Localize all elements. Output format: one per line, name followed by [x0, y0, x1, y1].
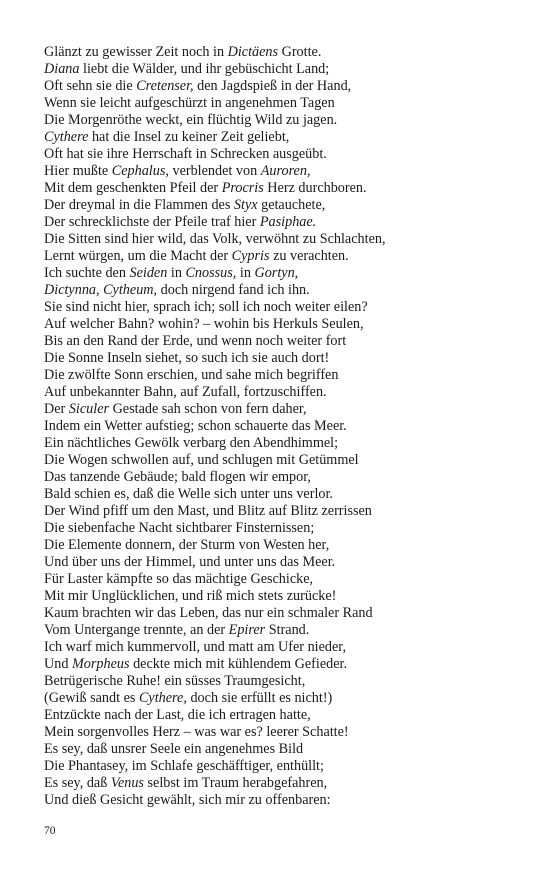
line-text: in [236, 265, 255, 281]
poem-line [44, 656, 524, 673]
poem-line [44, 775, 524, 792]
poem-line [44, 180, 524, 197]
line-text: doch nirgend fand ich ihn. [157, 282, 310, 298]
poem-line [44, 486, 524, 503]
poem-line [44, 333, 524, 350]
poem-line [44, 112, 524, 129]
line-text: Die zwölfte Sonn erschien, und sahe mich begriffen [44, 367, 339, 383]
line-text: Glänzt zu gewisser Zeit noch in [44, 44, 228, 60]
poem-line [44, 639, 524, 656]
line-text: (Gewiß sandt es [44, 690, 139, 706]
poem-line [44, 435, 524, 452]
italic-name: Gortyn, [254, 265, 299, 281]
poem-line [44, 554, 524, 571]
line-text: selbst im Traum herabgefahren, [143, 775, 328, 791]
poem-line [44, 673, 524, 690]
line-text: liebt die Wälder, und ihr gebüschicht Land; [79, 61, 330, 77]
line-text: hat die Insel zu keiner Zeit geliebt, [88, 129, 290, 145]
poem-line [44, 44, 524, 61]
italic-name: Styx [233, 197, 258, 213]
poem-line [44, 197, 524, 214]
line-text: Die Sitten sind hier wild, das Volk, verwöhnt zu Schlachten, [44, 231, 386, 247]
poem-line [44, 61, 524, 78]
italic-name: Cypris [231, 248, 270, 264]
line-text: Bald schien es, daß die Welle sich unter uns verlor. [44, 486, 333, 502]
italic-name: Epirer [228, 622, 266, 638]
poem-line [44, 758, 524, 775]
italic-name: Morpheus [71, 656, 130, 672]
poem-line [44, 163, 524, 180]
poem-line [44, 707, 524, 724]
line-text: Die Phantasey, im Schlafe geschäfftiger, enthüllt; [44, 758, 324, 774]
line-text: Und [44, 656, 72, 672]
line-text: Es sey, daß unsrer Seele ein angenehmes Bild [44, 741, 304, 757]
line-text: Gestade sah schon von fern daher, [109, 401, 307, 417]
line-text: verblendet von [168, 163, 261, 179]
poem-line [44, 571, 524, 588]
line-text: Oft sehn sie die [44, 78, 137, 94]
line-text: Mein sorgenvolles Herz – was war es? leerer Schatte! [44, 724, 349, 740]
line-text: Der dreymal in die Flammen des [44, 197, 234, 213]
italic-name: Procris [221, 180, 264, 196]
italic-name: Dictäens [227, 44, 279, 60]
poem-line [44, 469, 524, 486]
poem-line [44, 503, 524, 520]
poem-line [44, 299, 524, 316]
line-text: Oft hat sie ihre Herrschaft in Schrecken ausgeübt. [44, 146, 327, 162]
poem-line [44, 418, 524, 435]
line-text: Wenn sie leicht aufgeschürzt in angenehmen Tagen [44, 95, 335, 111]
line-text: Der schrecklichste der Pfeile traf hier [44, 214, 260, 230]
line-text: Lernt würgen, um die Macht der [44, 248, 232, 264]
line-text: Die siebenfache Nacht sichtbarer Finsternissen; [44, 520, 315, 536]
line-text: Vom Untergange trennte, an der [44, 622, 229, 638]
line-text: Die Morgenröthe weckt, ein flüchtig Wild zu jagen. [44, 112, 338, 128]
line-text: Die Wogen schwollen auf, und schlugen mit Getümmel [44, 452, 359, 468]
poem-line [44, 95, 524, 112]
poem-line [44, 265, 524, 282]
page-number: 70 [44, 825, 56, 837]
line-text: den Jagdspieß in der Hand, [193, 78, 352, 94]
line-text: Der [44, 401, 69, 417]
poem-line [44, 129, 524, 146]
poem-line [44, 792, 524, 809]
line-text: Strand. [265, 622, 310, 638]
line-text: Ein nächtliches Gewölk verbarg den Abendhimmel; [44, 435, 339, 451]
line-text: getauchete, [257, 197, 326, 213]
line-text: deckte mich mit kühlendem Gefieder. [129, 656, 347, 672]
poem-line [44, 724, 524, 741]
italic-name: Cnossus, [185, 265, 237, 281]
poem-line [44, 622, 524, 639]
line-text: Hier mußte [44, 163, 112, 179]
poem-line [44, 605, 524, 622]
poem-line [44, 401, 524, 418]
poem-line [44, 588, 524, 605]
poem-line [44, 146, 524, 163]
poem-line [44, 350, 524, 367]
line-text: Auf unbekannter Bahn, auf Zufall, fortzuschiffen. [44, 384, 327, 400]
line-text: Der Wind pfiff um den Mast, und Blitz auf Blitz zerrissen [44, 503, 372, 519]
italic-name: Diana [44, 61, 80, 77]
italic-name: Cretenser, [136, 78, 194, 94]
poem-line [44, 537, 524, 554]
line-text: Es sey, daß [44, 775, 111, 791]
poem-line [44, 520, 524, 537]
line-text: Für Laster kämpfte so das mächtige Geschicke, [44, 571, 314, 587]
poem-text [44, 44, 524, 809]
italic-name: Dictynna, Cytheum, [44, 282, 158, 298]
italic-name: Venus [110, 775, 144, 791]
line-text: Herz durchboren. [263, 180, 367, 196]
poem-line [44, 452, 524, 469]
line-text: Die Elemente donnern, der Sturm von Westen her, [44, 537, 330, 553]
line-text: in [167, 265, 186, 281]
italic-name: Cythere, [138, 690, 187, 706]
poem-line [44, 384, 524, 401]
italic-name: Seiden [129, 265, 168, 281]
line-text: Ich suchte den [44, 265, 130, 281]
line-text: doch sie erfüllt es nicht!) [186, 690, 333, 706]
line-text: Bis an den Rand der Erde, und wenn noch weiter fort [44, 333, 347, 349]
line-text: Kaum brachten wir das Leben, das nur ein schmaler Rand [44, 605, 373, 621]
italic-name: Cythere [44, 129, 89, 145]
line-text: Indem ein Wetter aufstieg; schon schauerte das Meer. [44, 418, 347, 434]
poem-line [44, 214, 524, 231]
poem-line [44, 282, 524, 299]
line-text: Die Sonne Inseln siehet, so such ich sie auch dort! [44, 350, 330, 366]
poem-line [44, 78, 524, 95]
line-text: zu verachten. [269, 248, 349, 264]
line-text: Und über uns der Himmel, und unter uns das Meer. [44, 554, 336, 570]
line-text: Mit dem geschenkten Pfeil der [44, 180, 222, 196]
line-text: Auf welcher Bahn? wohin? – wohin bis Herkuls Seulen, [44, 316, 364, 332]
line-text: Betrügerische Ruhe! ein süsses Traumgesicht, [44, 673, 306, 689]
italic-name: Pasiphae. [259, 214, 317, 230]
italic-name: Auroren, [260, 163, 311, 179]
line-text: Sie sind nicht hier, sprach ich; soll ich noch weiter eilen? [44, 299, 368, 315]
poem-line [44, 248, 524, 265]
line-text: Und dieß Gesicht gewählt, sich mir zu offenbaren: [44, 792, 331, 808]
poem-line [44, 316, 524, 333]
italic-name: Siculer [68, 401, 110, 417]
poem-line [44, 741, 524, 758]
poem-line [44, 367, 524, 384]
line-text: Ich warf mich kummervoll, und matt am Ufer nieder, [44, 639, 346, 655]
line-text: Das tanzende Gebäude; bald flogen wir empor, [44, 469, 311, 485]
poem-line [44, 231, 524, 248]
line-text: Entzückte nach der Last, die ich ertragen hatte, [44, 707, 311, 723]
italic-name: Cephalus, [111, 163, 169, 179]
poem-line [44, 690, 524, 707]
line-text: Grotte. [278, 44, 322, 60]
line-text: Mit mir Unglücklichen, und riß mich stets zurücke! [44, 588, 337, 604]
